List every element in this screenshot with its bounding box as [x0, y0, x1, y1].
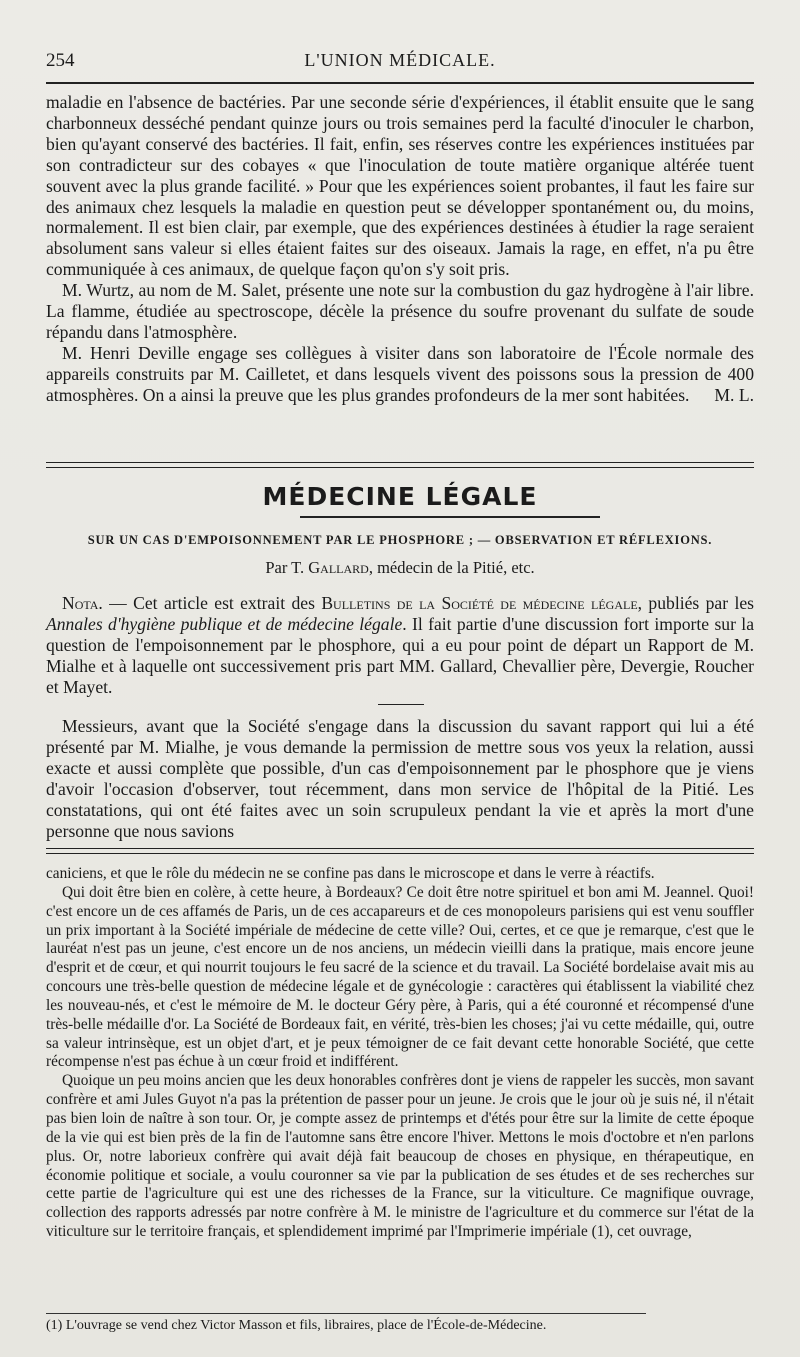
paragraph-bacteria: maladie en l'absence de bactéries. Par une seconde série d'expériences, il établit ensuite que le sang charbonneux desséché pendant quinze jours ou trois semaines perd la faculté d'inoculer le charbon, bien qu'ayant conservé des bactéries. Il fait, enfin, ses réserves contre les expériences instituées par son contradicteur sur des cobayes « que l'inoculation de toute matière organique altérée tuent souvent avec la plus grande facilité. » Pour que les expériences soient probantes, il faut les faire sur des animaux chez lesquels la maladie en question peut se développer spontanément ou, du moins, normalement. Il est bien clair, par exemple, que des expériences destinées à étudier la rage seraient absolument sans valeur si elles étaient faites sur des oiseaux. Jamais la rage, en effet, n'a pu être communiquée à ces animaux, de quelque façon qu'on s'y soit pris. — [46, 92, 754, 280]
feuilleton-paragraph-2: Qui doit être bien en colère, à cette heure, à Bordeaux? Ce doit être notre spirituel et bon ami M. Jeannel. Quoi! c'est encore un de ces affamés de Paris, un de ces accapareurs et de ces monopoleurs parisiens qui est venu souffler un prix important à la Société impériale de médecine de cette ville? Oui, certes, et ce que je remarque, c'est que le lauréat n'est pas un jeune, c'est encore un de nos anciens, un médecin vieilli dans la pratique, mais encore jeune d'esprit et de cœur, et qui nourrit toujours le feu sacré de la science et du travail. La Société bordelaise avait mis au concours une très-belle question de médecine légale et de gynécologie : caractères qui établissent la viabilité chez les nouveau-nés, et c'est le mémoire de M. le docteur Géry père, à Paris, qui a été couronné et récompensé d'une très-belle médaille d'or. La Société de Bordeaux fait, en vérité, très-bien les choses; j'ai vu cette médaille, qui, outre sa valeur intrinsèque, est un objet d'art, et je peux témoigner de ce fait devant cette honorable Société, que cette récompense n'est pas échue à un cœur froid et indifférent. — [46, 883, 754, 1071]
byline-suffix: , médecin de la Pitié, etc. — [368, 558, 535, 577]
footnote-rule — [46, 1313, 646, 1314]
nota-label: Nota. — [62, 593, 103, 613]
byline-prefix: Par T. — [265, 558, 305, 577]
feuilleton-divider — [46, 848, 754, 854]
feuilleton-paragraph-3: Quoique un peu moins ancien que les deux honorables confrères dont je viens de rappeler les succès, mon savant confrère et ami Jules Guyot n'a pas la prétention de passer pour un jeune. Je crois que le jour où je suis né, il n'était pas bien loin de naître à son tour. Or, je compte assez de printemps et d'étés pour être sur la limite de cette époque de la vie qui est bien près de la fin de l'automne sans être encore l'hiver. Mettons le mois d'octobre et n'en parlons plus. Or, notre laborieux confrère qui avait déjà fait beaucoup de choses en physique, en thérapeutique, en économie politique et sociale, a voulu couronner sa vie par la publication de ses études et de ses recherches sur cette partie de l'agriculture qui est une des richesses de la France, sur la viticulture. Ce magnifique ouvrage, collection des rapports adressés par notre confrère à M. le ministre de l'agriculture et du commerce sur l'état de la viticulture sur le territoire français, et splendidement imprimé par l'Imprimerie impériale (1), cet ouvrage, — [46, 1072, 754, 1241]
signoff: M. L. — [714, 384, 754, 405]
nota-annales: Annales d'hygiène publique et de médecine légale — [46, 613, 403, 634]
nota-text-b: , publiés par les — [637, 593, 754, 613]
paragraph-deville — [46, 343, 754, 406]
byline-author: Gallard — [308, 558, 369, 577]
body-paragraph: Messieurs, avant que la Société s'engage dans la discussion du savant rapport qui lui a été présenté par M. Mialhe, je vous demande la permission de mettre sous vos yeux la relation, aussi exacte et aussi complète que possible, d'un cas d'empoisonnement par le phosphore que je viens d'avoir l'occasion d'observer, tout récemment, dans mon service de l'hôpital de la Pitié. Les constatations, qui ont été faites avec un soin scrupuleux pendant la vie et après la mort d'une personne que nous savions — [46, 716, 754, 841]
nota-paragraph — [46, 593, 754, 698]
nota-text-a: — Cet article est extrait des — [102, 593, 322, 613]
footnote: (1) L'ouvrage se vend chez Victor Masson et fils, libraires, place de l'École-de-Médecine. — [46, 1318, 547, 1333]
page-number: 254 — [46, 50, 75, 71]
running-head — [46, 48, 754, 76]
paragraph-wurtz: M. Wurtz, au nom de M. Salet, présente une note sur la combustion du gaz hydrogène à l'air libre. La flamme, étudiée au spectroscope, décèle la présence du soufre provenant du sulfate de soude répandu dans l'atmosphère. — [46, 280, 754, 342]
title-rule — [300, 516, 600, 518]
short-divider — [378, 704, 424, 705]
article-body — [46, 716, 754, 841]
top-column — [46, 92, 754, 406]
byline — [46, 558, 754, 578]
nota-block — [46, 593, 754, 698]
journal-title: L'UNION MÉDICALE. — [304, 50, 496, 70]
nota-text-c: . Il fait partie d'une discussion fort importe sur la question de l'empoisonnement par le phosphore, qui a eu pour point de départ un Rapport de M. Mialhe et à laquelle ont successivement pris part MM. Gallard, Chevallier père, Devergie, Roucher et Mayet. — [46, 613, 754, 697]
feuilleton-column — [46, 865, 754, 1242]
header-rule — [46, 82, 754, 84]
section-divider — [46, 462, 754, 468]
section-title: MÉDECINE LÉGALE — [262, 482, 538, 511]
feuilleton-paragraph-1: caniciens, et que le rôle du médecin ne se confine pas dans le microscope et dans le verre à réactifs. — [46, 865, 655, 882]
nota-bulletins: Bulletins de la Société de médecine légale — [321, 593, 638, 613]
deville-text: M. Henri Deville engage ses collègues à visiter dans son laboratoire de l'École normale des appareils construits par M. Cailletet, et dans lesquels vivent des poissons sous la pression de 400 atmosphères. On a ainsi la preuve que les plus grandes profondeurs de la mer sont habitées. — [46, 342, 754, 405]
article-subtitle: SUR UN CAS D'EMPOISONNEMENT PAR LE PHOSPHORE ; — OBSERVATION ET RÉFLEXIONS. — [87, 533, 713, 547]
